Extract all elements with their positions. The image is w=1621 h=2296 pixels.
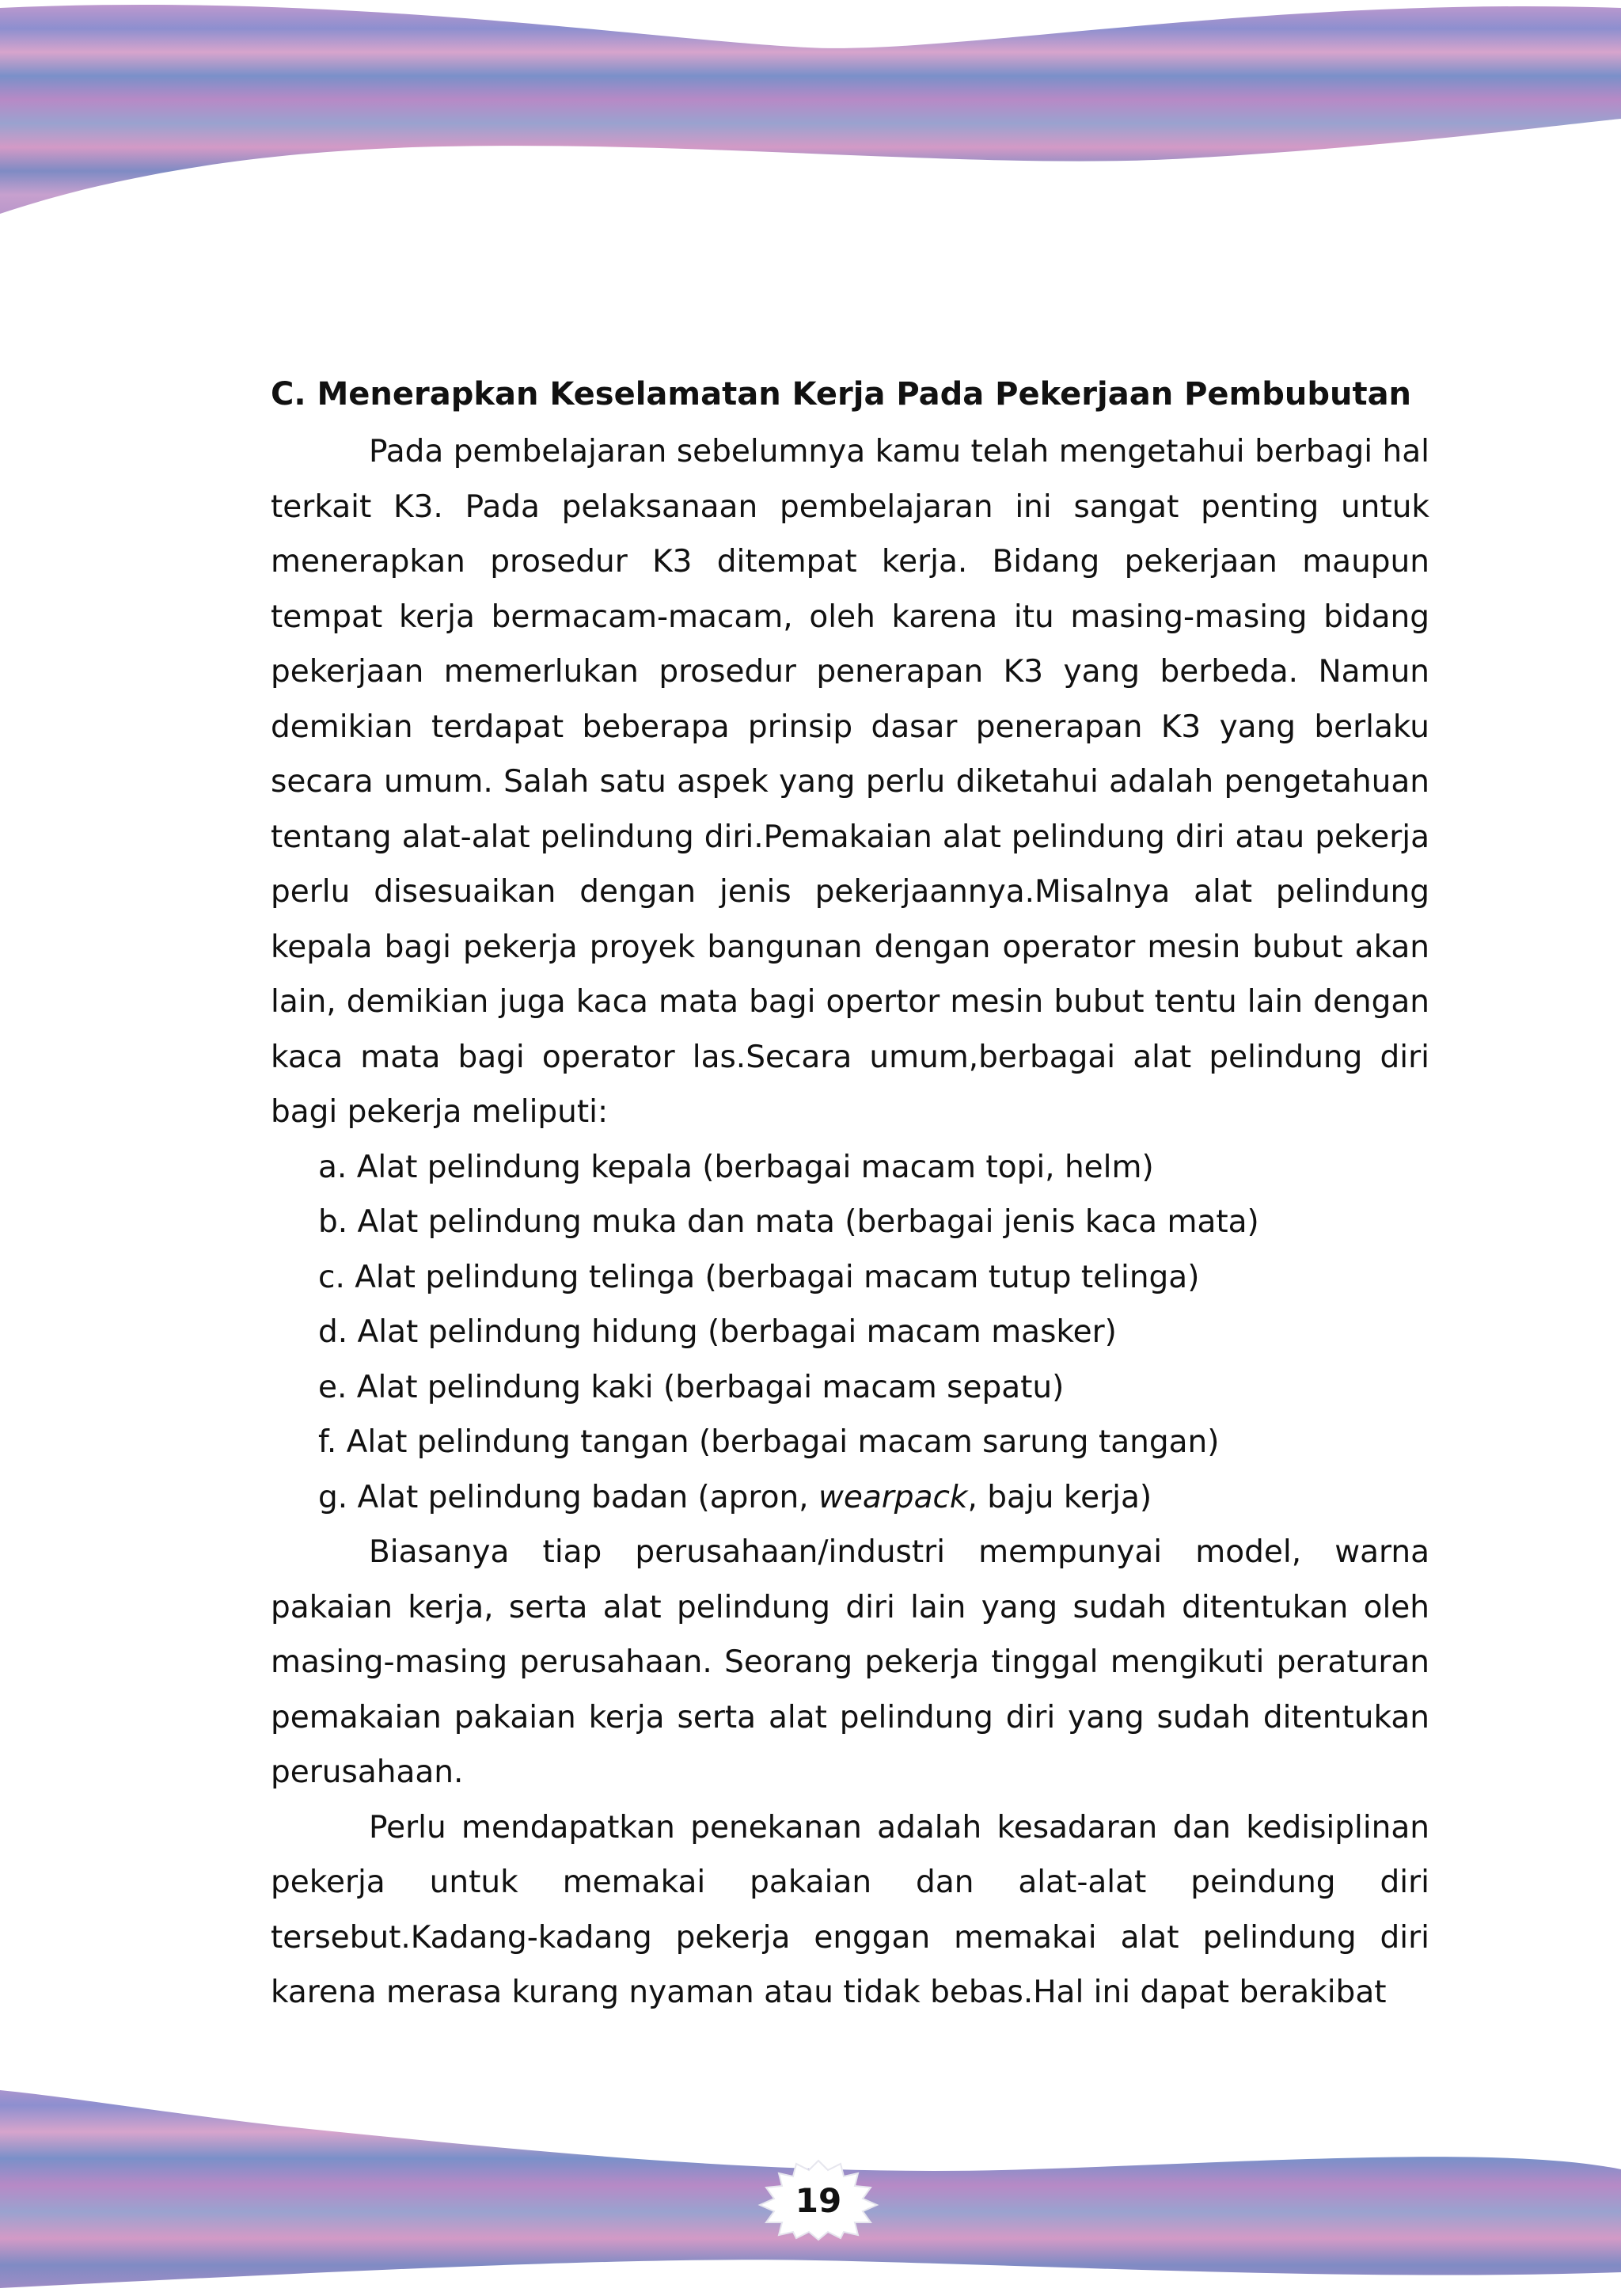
list-item-prefix: g. Alat pelindung badan (apron,	[318, 1479, 818, 1515]
list-item: f. Alat pelindung tangan (berbagai macam sarung tangan)	[318, 1424, 1220, 1460]
list-item: b. Alat pelindung muka dan mata (berbagai jenis kaca mata)	[318, 1204, 1259, 1240]
intro-paragraph: Pada pembelajaran sebelumnya kamu telah mengetahui berbagi hal terkait K3. Pada pelaksanaan pembelajaran ini sangat penting untuk menerapkan prosedur K3 ditempat kerja. Bidang pekerjaan maupun tempat kerja bermacam-macam, oleh karena itu masing-masing bidang pekerjaan memerlukan prosedur penerapan K3 yang berbeda. Namun demikian terdapat beberapa prinsip dasar penerapan K3 yang berlaku secara umum. Salah satu aspek yang perlu diketahui adalah pengetahuan tentang alat-alat pelindung diri.Pemakaian alat pelindung diri atau pekerja perlu disesuaikan dengan jenis pekerjaannya.Misalnya alat pelindung kepala bagi pekerja proyek bangunan dengan operator mesin bubut akan lain, demikian juga kaca mata bagi opertor mesin bubut tentu lain dengan kaca mata bagi operator las.Secara umum,berbagai alat pelindung diri bagi pekerja meliputi:	[271, 434, 1429, 1130]
body-paragraph: Perlu mendapatkan penekanan adalah kesadaran dan kedisiplinan pekerja untuk memakai pakaian dan alat-alat peindung diri tersebut.Kadang-kadang pekerja enggan memakai alat pelindung diri karena merasa kurang nyaman atau tidak bebas.Hal ini dapat berakibat	[271, 1809, 1429, 2010]
page-number: 19	[795, 2180, 842, 2220]
list-item: d. Alat pelindung hidung (berbagai macam masker)	[318, 1314, 1117, 1350]
list-item	[271, 1470, 1429, 1526]
list-item-emphasis: wearpack	[818, 1479, 968, 1515]
list-item: a. Alat pelindung kepala (berbagai macam topi, helm)	[318, 1149, 1154, 1185]
list-item: c. Alat pelindung telinga (berbagai macam tutup telinga)	[318, 1259, 1200, 1295]
list-item-suffix: , baju kerja)	[967, 1479, 1152, 1515]
body-paragraph: Biasanya tiap perusahaan/industri mempunyai model, warna pakaian kerja, serta alat pelindung diri lain yang sudah ditentukan oleh masing-masing perusahaan. Seorang pekerja tinggal mengikuti peraturan pemakaian pakaian kerja serta alat pelindung diri yang sudah ditentukan perusahaan.	[271, 1534, 1429, 1790]
top-decorative-band	[0, 0, 1621, 238]
list-item: e. Alat pelindung kaki (berbagai macam sepatu)	[318, 1369, 1065, 1405]
section-heading: C. Menerapkan Keselamatan Kerja Pada Pekerjaan Pembubutan	[271, 376, 1412, 412]
ppe-list	[271, 1140, 1429, 1526]
document-body	[271, 371, 1429, 2020]
